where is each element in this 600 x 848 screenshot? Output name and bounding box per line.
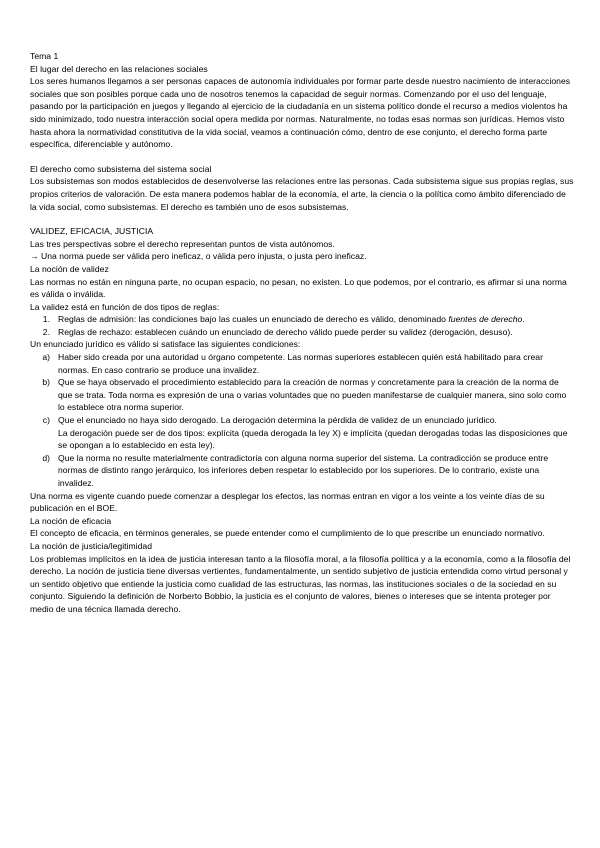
condition-body — [58, 414, 574, 452]
rules-list — [30, 313, 574, 338]
list-item — [30, 452, 574, 490]
list-item — [30, 351, 574, 376]
eficacia-heading: La noción de eficacia — [30, 515, 112, 526]
section-heading: VALIDEZ, EFICACIA, JUSTICIA — [30, 226, 154, 237]
eficacia-paragraph: El concepto de eficacia, en términos generales, se puede entender como el cumplimiento de lo que prescribe un enunciado normativo. — [30, 528, 545, 539]
document-body — [30, 50, 574, 616]
list-marker: 2. — [42, 326, 50, 337]
vigor-paragraph: Una norma es vigente cuando puede comenzar a desplegar los efectos, las normas entran en vigor a los veinte a los veinte días de su publicación en el BOE. — [30, 490, 545, 514]
rule-text: Reglas de rechazo: establecen cuándo un enunciado de derecho válido puede perder su validez (derogación, desuso). — [58, 326, 513, 337]
rule-text: Reglas de admisión: las condiciones bajo las cuales un enunciado de derecho es válido, denominado fuentes de derecho. — [58, 314, 525, 325]
list-marker: d) — [42, 452, 50, 463]
validez-heading: La noción de validez — [30, 263, 109, 274]
condition-text: Que la norma no resulte materialmente contradictoria con alguna norma superior del sistema. La contradicción se produce entre normas de distinto rango jerárquico, los inferiores deben respetar lo establecido por los superiores. De lo contrario, existe una invalidez. — [58, 452, 549, 488]
list-marker: 1. — [42, 314, 50, 325]
conditions-list — [30, 351, 574, 490]
section-line-1: Las tres perspectivas sobre el derecho representan puntos de vista autónomos. — [30, 238, 335, 249]
validez-rules-intro: La validez está en función de dos tipos de reglas: — [30, 301, 220, 312]
list-marker: c) — [42, 415, 50, 426]
condition-text: Que se haya observado el procedimiento establecido para la creación de normas y concretamente para la creación de la norma de que se trata. Toda norma es expresión de una o varias voluntades que no pueden manifestarse de cualquier manera, sino solo como lo establece otra norma superior. — [58, 377, 567, 413]
conditions-intro: Un enunciado jurídico es válido si satisface las siguientes condiciones: — [30, 339, 301, 350]
list-item — [30, 326, 574, 339]
list-marker: b) — [42, 377, 50, 388]
condition-extra: La derogación puede ser de dos tipos: explícita (queda derogada la ley X) e implícita (quedan derogadas todas las disposiciones que se opongan a lo establecido en esta ley). — [58, 427, 568, 451]
condition-text: Haber sido creada por una autoridad u órgano competente. Las normas superiores establecen quién está habilitado para crear normas. En caso contrario se produce una invalidez. — [58, 352, 543, 375]
list-item — [30, 414, 574, 452]
list-item — [30, 376, 574, 414]
condition-text: Que el enunciado no haya sido derogado. La derogación determina la pérdida de validez de un enunciado jurídico. — [58, 415, 497, 426]
list-item — [30, 313, 574, 326]
subsystem-heading: El derecho como subsistema del sistema social — [30, 163, 212, 174]
justicia-paragraph: Los problemas implícitos en la idea de justicia interesan tanto a la filosofía moral, a la filosofía política y a la economía, como a la filosofía del derecho. La noción de justicia tiene diversas vertientes, fundamentalmente, un sentido subjetivo de justicia entendida como virtud personal y un sentido objetivo que entiende la justicia como cualidad de las estructuras, las normas, las instituciones sociales o de la sociedad en su conjunto. Siguiendo la definición de Norberto Bobbio, la justicia es el conjunto de valores, bienes o intereses que se intenta proteger por medio de una técnica llamada derecho. — [30, 553, 571, 614]
emphasis-text: fuentes de derecho — [448, 314, 523, 325]
justicia-heading: La noción de justicia/legitimidad — [30, 540, 153, 551]
page-title: El lugar del derecho en las relaciones sociales — [30, 63, 208, 74]
section-line-2: → Una norma puede ser válida pero ineficaz, o válida pero injusta, o justa pero ineficaz. — [30, 251, 367, 262]
subsystem-paragraph: Los subsistemas son modos establecidos de desenvolverse las relaciones entre las personas. Cada subsistema sigue sus propias reglas, sus propios criterios de valoración. De esta manera podemos hablar de la economía, el arte, la ciencia o la política como ámbito diferenciado de la vida social, como subsistemas. El derecho es también uno de esos subsistemas. — [30, 176, 574, 212]
validez-paragraph: Las normas no están en ninguna parte, no ocupan espacio, no pesan, no existen. Lo que podemos, por el contrario, es afirmar si una norma es válida o inválida. — [30, 276, 567, 300]
topic-label: Tema 1 — [30, 51, 59, 61]
intro-paragraph: Los seres humanos llegamos a ser personas capaces de autonomía individuales por formar parte desde nuestro nacimiento de interacciones sociales que son posibles porque cada uno de nosotros tenemos la capacidad de seguir normas. Comenzando por el uso del lenguaje, pasando por la participación en juegos y llegando al ejercicio de la ciudadanía en un sistema político donde el recurso a medios violentos ha sido minimizado, todo nuestra interacción social opera medida por normas. Naturalmente, no todas esas normas son jurídicas. Hemos visto hasta ahora la normatividad constitutiva de la vida social, veamos a continuación cómo, dentro de ese conjunto, el derecho forma parte específica, diferenciable y autónomo. — [30, 76, 571, 150]
list-marker: a) — [42, 352, 50, 363]
